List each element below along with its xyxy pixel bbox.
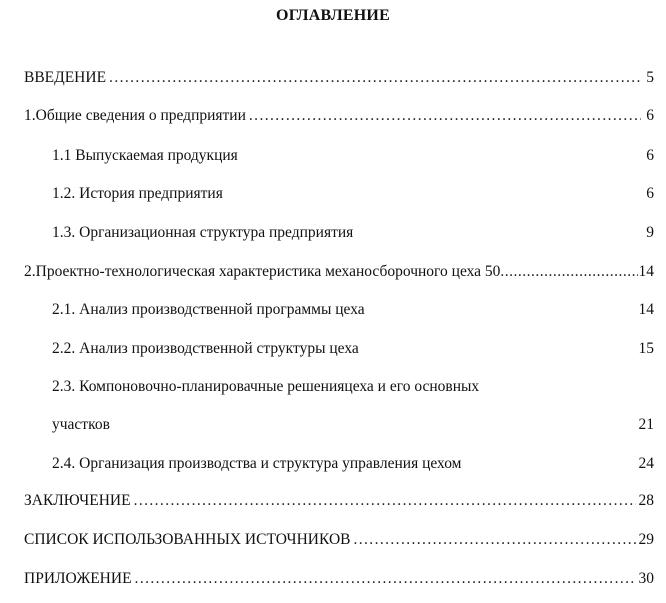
toc-page-number: 9 xyxy=(646,224,654,241)
toc-entry-label: ЗАКЛЮЧЕНИЕ xyxy=(24,492,131,509)
toc-page-number: 5 xyxy=(646,69,654,86)
toc-entry-label: Проектно-технологическая характеристика механосборочного цеха 50 xyxy=(35,263,501,280)
toc-entry-section-1-1[interactable] xyxy=(52,145,654,167)
toc-entry-conclusion[interactable] xyxy=(24,490,654,512)
toc-page-number: 24 xyxy=(638,455,654,472)
toc-title: ОГЛАВЛЕНИЕ xyxy=(276,7,390,24)
toc-page-number: 6 xyxy=(646,185,654,202)
toc-section-number: 2. xyxy=(24,263,36,280)
dot-leader xyxy=(109,67,641,89)
toc-entry-label: 2.4. Организация производства и структура управления цехом xyxy=(52,455,462,472)
toc-entry-introduction[interactable] xyxy=(24,67,654,89)
toc-entry-label: 2.2. Анализ производственной структуры цеха xyxy=(52,340,359,357)
dot-leader xyxy=(500,261,637,283)
toc-page-number: 6 xyxy=(646,107,654,124)
dot-leader xyxy=(135,568,636,590)
toc-page-number: 30 xyxy=(638,570,654,587)
toc-entry-label: Общие сведения о предприятии xyxy=(35,107,246,124)
toc-page-number: 6 xyxy=(646,147,654,164)
dot-leader xyxy=(249,105,641,127)
toc-entry-section-1-3[interactable] xyxy=(52,222,654,244)
toc-entry-label: ВВЕДЕНИЕ xyxy=(24,69,107,86)
toc-entry-label: 1.2. История предприятия xyxy=(52,185,223,202)
toc-entry-section-2[interactable] xyxy=(24,261,654,283)
toc-entry-section-2-1[interactable] xyxy=(52,299,654,321)
toc-page-number: 14 xyxy=(638,301,654,318)
toc-entry-label: 1.3. Организационная структура предприятия xyxy=(52,224,354,241)
toc-page-number: 21 xyxy=(638,416,654,433)
toc-entry-label: 2.3. Компоновочно-планировачные решенияцеха и его основных xyxy=(52,378,480,395)
toc-entry-label: СПИСОК ИСПОЛЬЗОВАННЫХ ИСТОЧНИКОВ xyxy=(24,531,351,548)
toc-entry-section-2-3[interactable] xyxy=(52,376,654,398)
toc-entry-label: 1.1 Выпускаемая продукция xyxy=(52,147,238,164)
toc-entry-section-1[interactable] xyxy=(24,105,654,127)
toc-page-number: 28 xyxy=(638,492,654,509)
toc-entry-appendix[interactable] xyxy=(24,568,654,590)
toc-section-number: 1. xyxy=(24,107,36,124)
toc-entry-section-1-2[interactable] xyxy=(52,183,654,205)
toc-entry-section-2-2[interactable] xyxy=(52,338,654,360)
toc-entry-references[interactable] xyxy=(24,529,654,551)
toc-entry-label: ПРИЛОЖЕНИЕ xyxy=(24,570,132,587)
toc-page-number: 15 xyxy=(638,340,654,357)
toc-page-number: 29 xyxy=(638,531,654,548)
dot-leader xyxy=(134,490,636,512)
toc-entry-label: 2.1. Анализ производственной программы цеха xyxy=(52,301,365,318)
toc-entry-label-continuation: участков xyxy=(52,416,110,433)
toc-entry-section-2-4[interactable] xyxy=(52,453,654,475)
dot-leader xyxy=(353,529,635,551)
toc-page-number: 14 xyxy=(638,263,654,280)
toc-entry-section-2-3-continued[interactable] xyxy=(52,414,654,436)
